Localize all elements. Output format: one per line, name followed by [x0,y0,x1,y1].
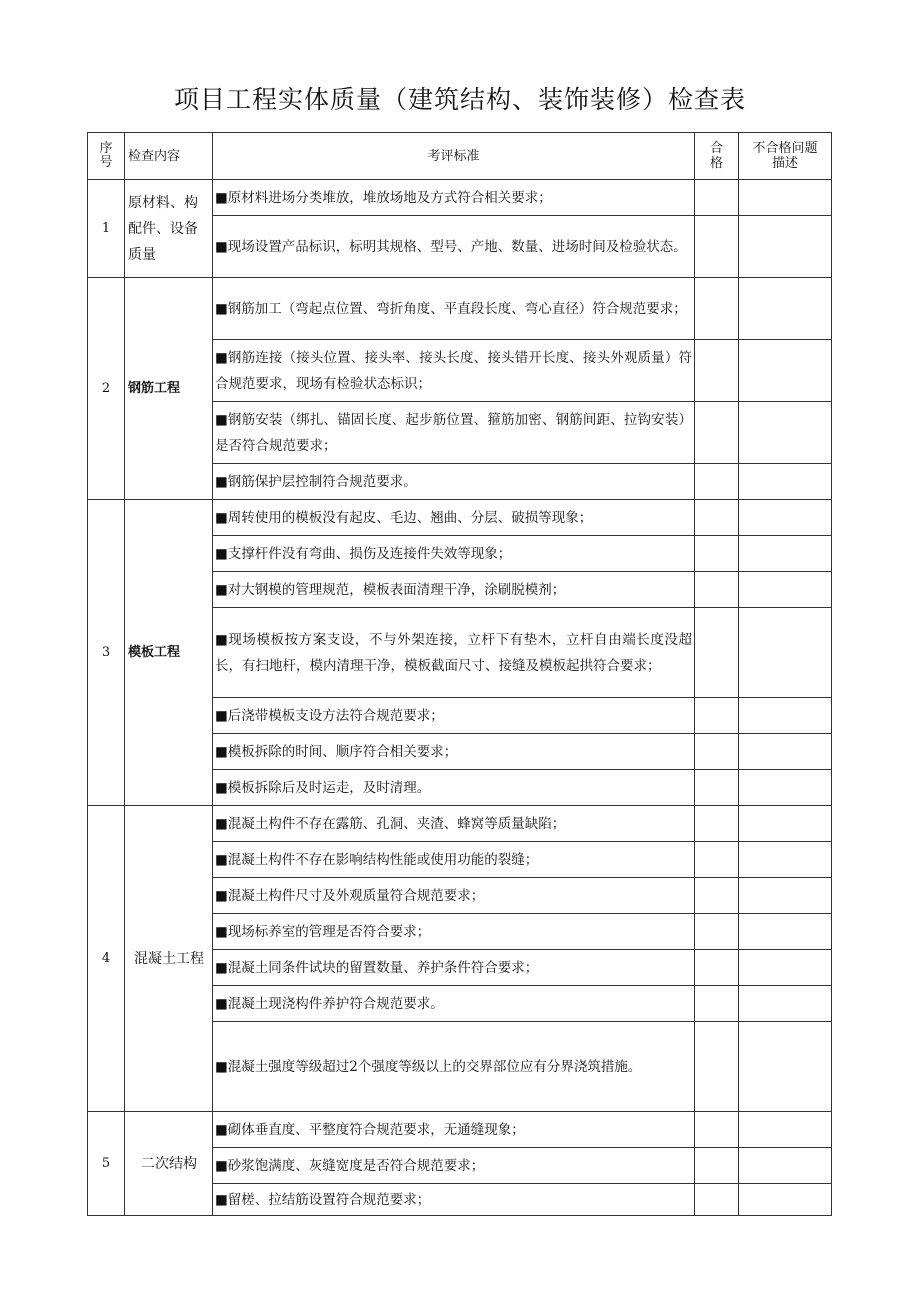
pass-cell[interactable] [695,1184,739,1216]
pass-cell[interactable] [695,914,739,950]
section-seq: 4 [88,806,125,1112]
issue-description-cell[interactable] [739,806,832,842]
pass-cell[interactable] [695,1112,739,1148]
issue-description-cell[interactable] [739,500,832,536]
pass-cell[interactable] [695,806,739,842]
pass-cell[interactable] [695,216,739,278]
pass-cell[interactable] [695,950,739,986]
issue-description-cell[interactable] [739,608,832,698]
table-row [88,180,832,216]
issue-description-cell[interactable] [739,1022,832,1112]
pass-cell[interactable] [695,464,739,500]
issue-description-cell[interactable] [739,770,832,806]
criteria-cell: ■后浇带模板支设方法符合规范要求； [213,698,695,734]
criteria-cell: ■混凝土构件不存在露筋、孔洞、夹渣、蜂窝等质量缺陷； [213,806,695,842]
issue-description-cell[interactable] [739,842,832,878]
issue-description-cell[interactable] [739,1184,832,1216]
issue-description-cell[interactable] [739,180,832,216]
criteria-cell: ■钢筋保护层控制符合规范要求。 [213,464,695,500]
pass-cell[interactable] [695,1022,739,1112]
issue-description-cell[interactable] [739,402,832,464]
pass-cell[interactable] [695,770,739,806]
pass-cell[interactable] [695,1148,739,1184]
section-seq: 5 [88,1112,125,1216]
criteria-cell: ■现场模板按方案支设，不与外架连接，立杆下有垫木，立杆自由端长度没超长，有扫地杆，模内清理干净，模板截面尺寸、接缝及模板起拱符合要求； [213,608,695,698]
criteria-cell: ■钢筋连接（接头位置、接头率、接头长度、接头错开长度、接头外观质量）符合规范要求，现场有检验状态标识； [213,340,695,402]
table-row [88,806,832,842]
criteria-cell: ■混凝土构件尺寸及外观质量符合规范要求； [213,878,695,914]
pass-cell[interactable] [695,500,739,536]
header-issue: 不合格问题描述 [739,133,832,180]
header-content: 检查内容 [125,133,213,180]
table-header-row [88,133,832,180]
table-row [88,278,832,340]
section-category: 模板工程 [125,500,213,806]
criteria-cell: ■混凝土强度等级超过2个强度等级以上的交界部位应有分界浇筑措施。 [213,1022,695,1112]
criteria-cell: ■周转使用的模板没有起皮、毛边、翘曲、分层、破损等现象； [213,500,695,536]
page-title: 项目工程实体质量（建筑结构、装饰装修）检查表 [173,85,746,114]
issue-description-cell[interactable] [739,340,832,402]
pass-cell[interactable] [695,340,739,402]
criteria-cell: ■现场标养室的管理是否符合要求； [213,914,695,950]
issue-description-cell[interactable] [739,698,832,734]
issue-description-cell[interactable] [739,950,832,986]
header-pass: 合格 [695,133,739,180]
criteria-cell: ■钢筋加工（弯起点位置、弯折角度、平直段长度、弯心直径）符合规范要求； [213,278,695,340]
section-seq: 2 [88,278,125,500]
table-row [88,1112,832,1148]
section-category: 混凝土工程 [125,806,213,1112]
issue-description-cell[interactable] [739,1112,832,1148]
section-category: 原材料、构配件、设备质量 [125,180,213,278]
header-criteria: 考评标准 [213,133,695,180]
criteria-cell: ■现场设置产品标识，标明其规格、型号、产地、数量、进场时间及检验状态。 [213,216,695,278]
issue-description-cell[interactable] [739,1148,832,1184]
pass-cell[interactable] [695,572,739,608]
criteria-cell: ■对大钢模的管理规范，模板表面清理干净，涂刷脱模剂； [213,572,695,608]
section-seq: 3 [88,500,125,806]
issue-description-cell[interactable] [739,536,832,572]
table-row [88,500,832,536]
pass-cell[interactable] [695,878,739,914]
pass-cell[interactable] [695,734,739,770]
criteria-cell: ■留槎、拉结筋设置符合规范要求； [213,1184,695,1216]
pass-cell[interactable] [695,536,739,572]
criteria-cell: ■模板拆除后及时运走，及时清理。 [213,770,695,806]
section-category: 钢筋工程 [125,278,213,500]
criteria-cell: ■混凝土构件不存在影响结构性能或使用功能的裂缝； [213,842,695,878]
section-category: 二次结构 [125,1112,213,1216]
pass-cell[interactable] [695,986,739,1022]
criteria-cell: ■原材料进场分类堆放，堆放场地及方式符合相关要求； [213,180,695,216]
pass-cell[interactable] [695,842,739,878]
issue-description-cell[interactable] [739,914,832,950]
inspection-table [87,132,832,1216]
issue-description-cell[interactable] [739,986,832,1022]
criteria-cell: ■模板拆除的时间、顺序符合相关要求； [213,734,695,770]
pass-cell[interactable] [695,180,739,216]
criteria-cell: ■混凝土同条件试块的留置数量、养护条件符合要求； [213,950,695,986]
criteria-cell: ■砂浆饱满度、灰缝宽度是否符合规范要求； [213,1148,695,1184]
pass-cell[interactable] [695,698,739,734]
issue-description-cell[interactable] [739,734,832,770]
pass-cell[interactable] [695,608,739,698]
criteria-cell: ■混凝土现浇构件养护符合规范要求。 [213,986,695,1022]
issue-description-cell[interactable] [739,278,832,340]
pass-cell[interactable] [695,402,739,464]
header-seq: 序号 [88,133,125,180]
criteria-cell: ■钢筋安装（绑扎、锚固长度、起步筋位置、箍筋加密、钢筋间距、拉钩安装）是否符合规范要求； [213,402,695,464]
issue-description-cell[interactable] [739,216,832,278]
issue-description-cell[interactable] [739,878,832,914]
section-seq: 1 [88,180,125,278]
issue-description-cell[interactable] [739,572,832,608]
pass-cell[interactable] [695,278,739,340]
issue-description-cell[interactable] [739,464,832,500]
criteria-cell: ■砌体垂直度、平整度符合规范要求，无通缝现象； [213,1112,695,1148]
criteria-cell: ■支撑杆件没有弯曲、损伤及连接件失效等现象； [213,536,695,572]
